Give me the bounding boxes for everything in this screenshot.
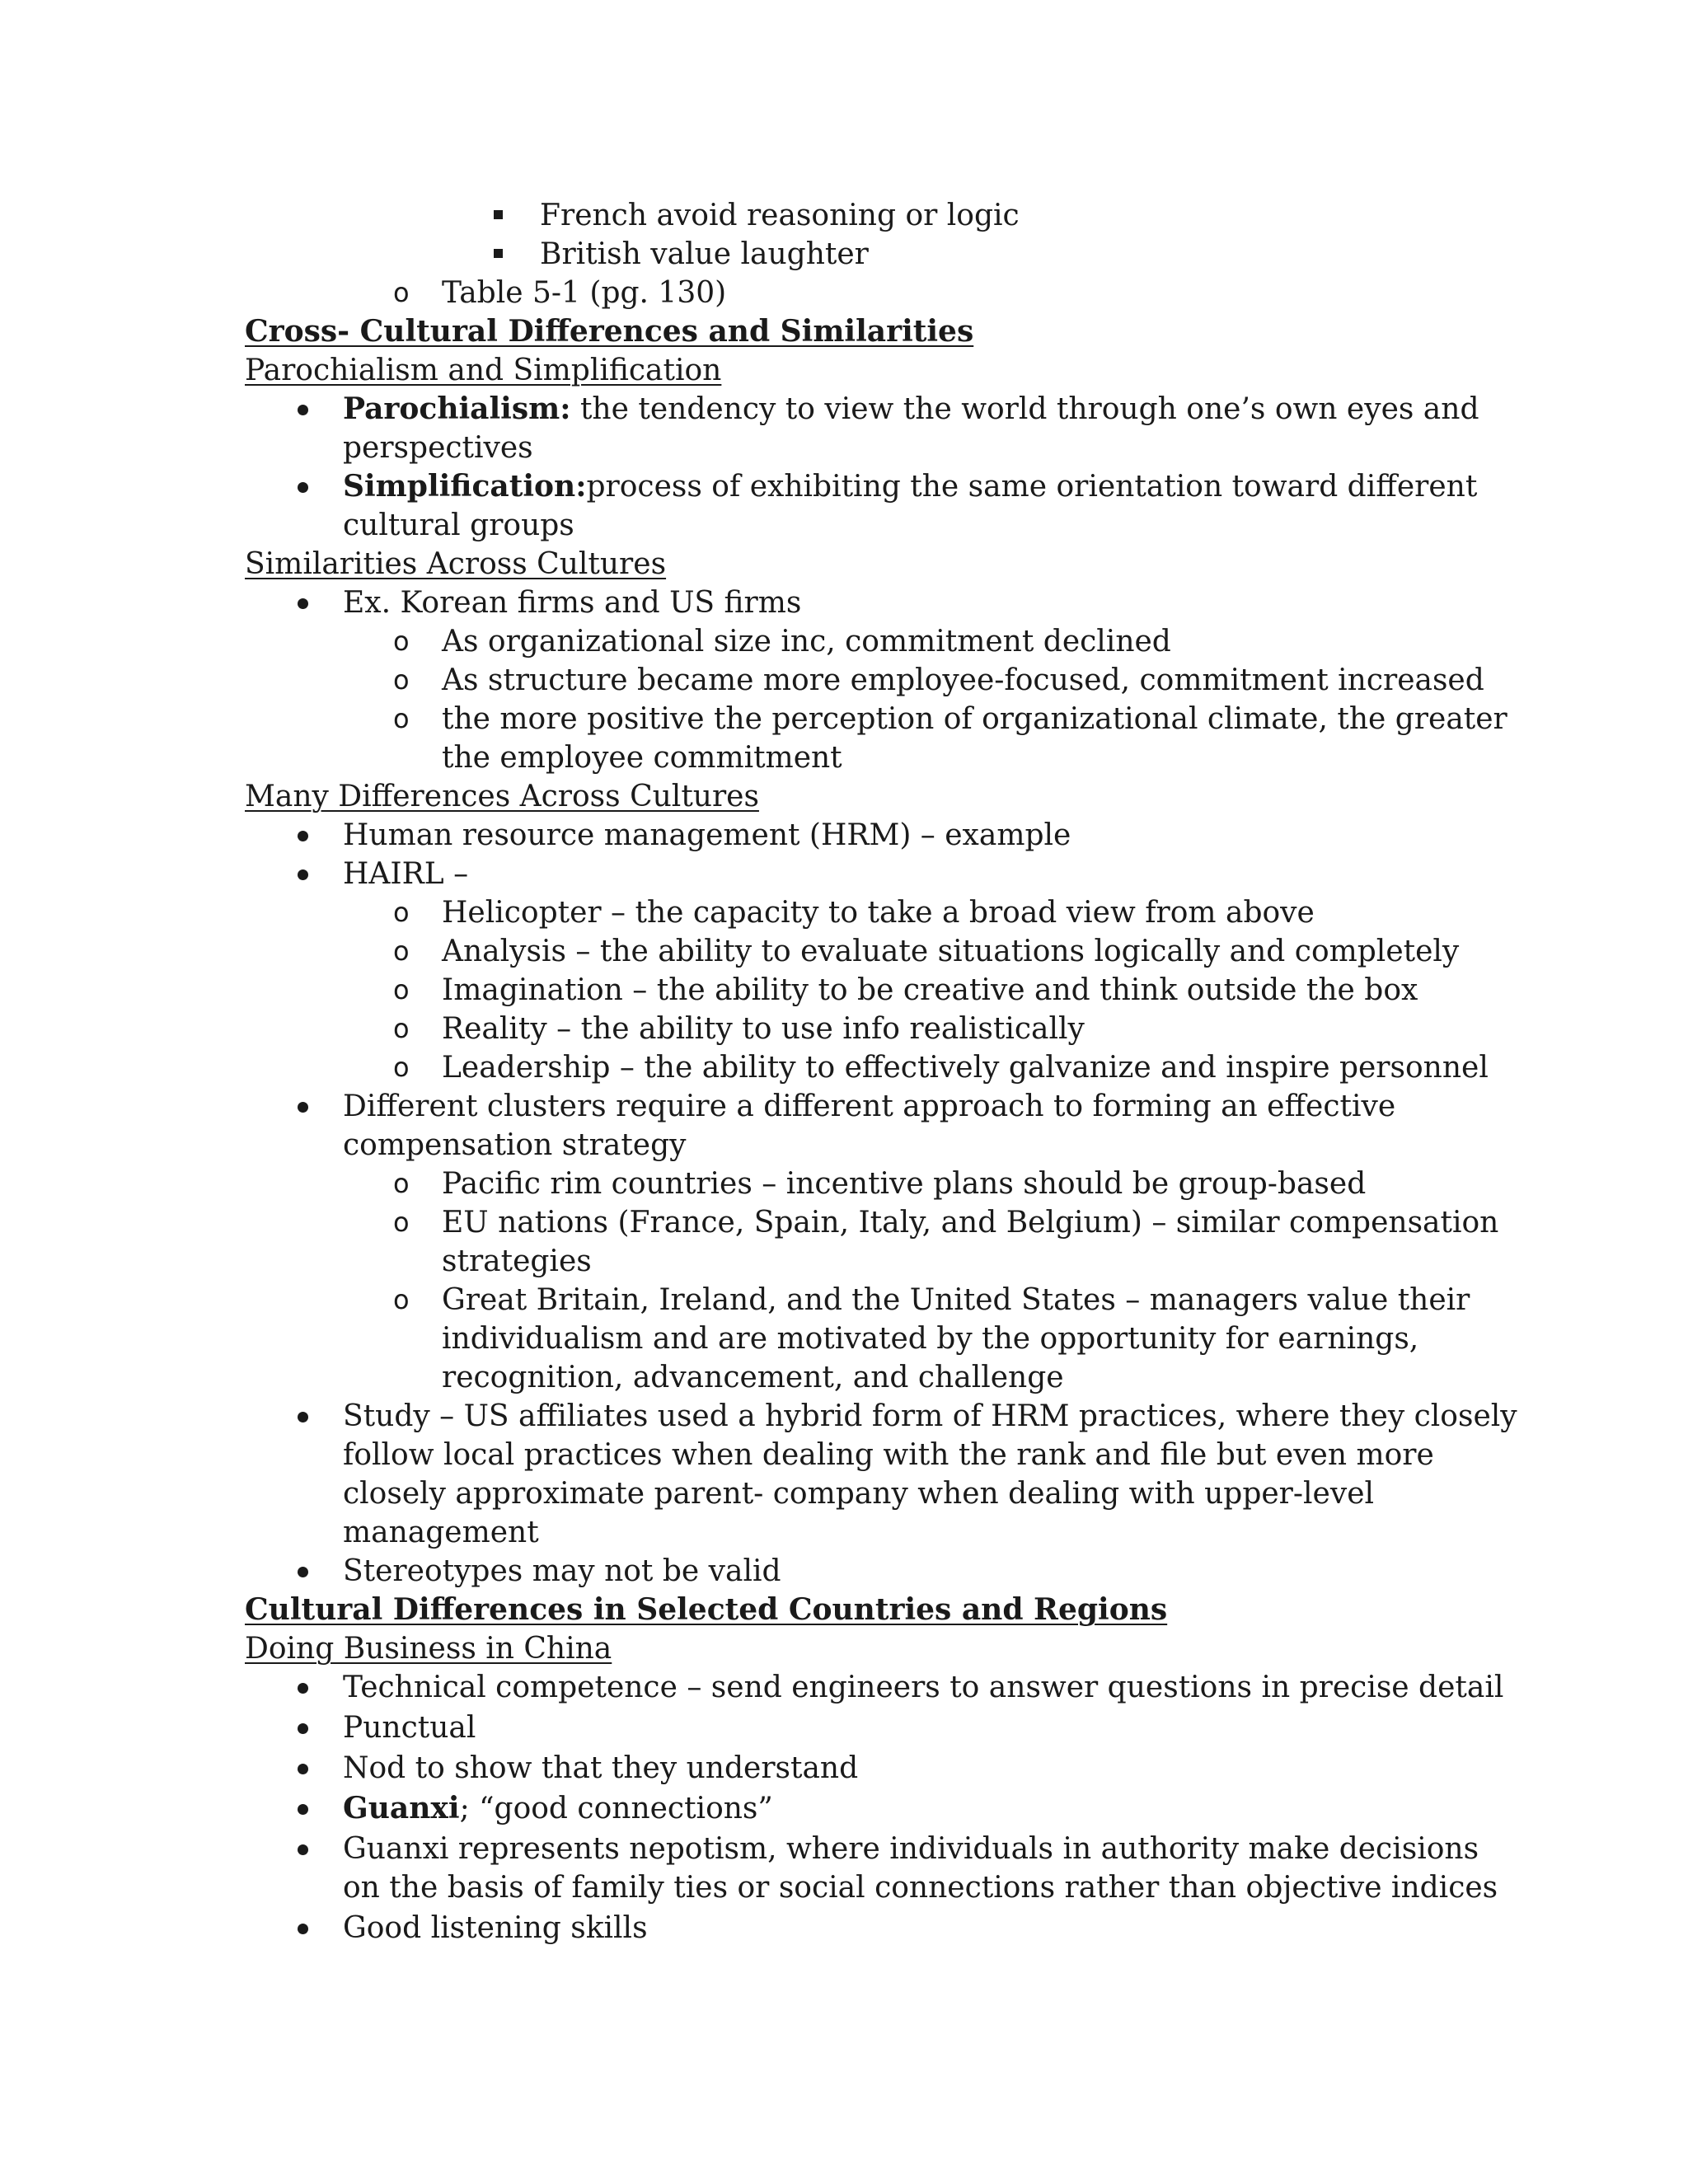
bullet-icon	[298, 598, 308, 609]
circle-bullet-icon: o	[393, 277, 410, 308]
bullet-icon	[298, 1723, 308, 1734]
list-item: Helicopter – the capacity to take a broad view from above	[442, 896, 1315, 930]
list-item: Reality – the ability to use info realistically	[442, 1012, 1085, 1046]
circle-bullet-icon: o	[393, 1013, 410, 1044]
bullet-icon	[298, 1924, 308, 1934]
term: Guanxi	[343, 1791, 460, 1825]
list-item-continuation: management	[343, 1516, 539, 1549]
list-item: Stereotypes may not be valid	[343, 1554, 781, 1588]
circle-bullet-icon: o	[393, 1207, 410, 1238]
list-item: Technical competence – send engineers to answer questions in precise detail	[343, 1671, 1504, 1704]
subheading: Similarities Across Cultures	[245, 547, 667, 581]
bullet-icon	[298, 831, 308, 841]
list-item-continuation: recognition, advancement, and challenge	[442, 1361, 1064, 1394]
bullet-icon	[298, 1102, 308, 1113]
list-item: Table 5-1 (pg. 130)	[442, 276, 727, 310]
list-item: the more positive the perception of organizational climate, the greater	[442, 702, 1507, 736]
subheading: Doing Business in China	[245, 1632, 612, 1666]
list-item: Human resource management (HRM) – example	[343, 818, 1071, 852]
bullet-icon	[298, 1804, 308, 1815]
term: Parochialism:	[343, 391, 571, 426]
list-item: Guanxi represents nepotism, where individuals in authority make decisions	[343, 1832, 1479, 1866]
list-item: As organizational size inc, commitment declined	[442, 625, 1171, 658]
list-item: As structure became more employee-focused, commitment increased	[442, 663, 1484, 697]
list-item: Nod to show that they understand	[343, 1751, 859, 1785]
list-item-continuation: on the basis of family ties or social connections rather than objective indices	[343, 1871, 1498, 1905]
circle-bullet-icon: o	[393, 1284, 410, 1315]
list-item: Punctual	[343, 1711, 476, 1745]
list-item: Study – US affiliates used a hybrid form of HRM practices, where they closely	[343, 1399, 1517, 1433]
circle-bullet-icon: o	[393, 703, 410, 734]
section-heading: Cross- Cultural Differences and Similarities	[245, 314, 974, 349]
bullet-icon	[298, 1683, 308, 1694]
circle-bullet-icon: o	[393, 626, 410, 657]
circle-bullet-icon: o	[393, 1052, 410, 1083]
list-item: Analysis – the ability to evaluate situations logically and completely	[442, 935, 1460, 968]
list-item-continuation: individualism and are motivated by the opportunity for earnings,	[442, 1322, 1419, 1356]
bullet-icon	[298, 1844, 308, 1855]
circle-bullet-icon: o	[393, 664, 410, 696]
list-item: French avoid reasoning or logic	[540, 199, 1020, 232]
definition: process of exhibiting the same orientation toward different	[586, 470, 1478, 504]
bullet-icon	[298, 482, 308, 493]
list-item	[343, 390, 1479, 429]
circle-bullet-icon: o	[393, 1168, 410, 1199]
list-item-continuation: the employee commitment	[442, 741, 842, 775]
term: Simplification:	[343, 469, 587, 504]
circle-bullet-icon: o	[393, 974, 410, 1005]
subheading: Many Differences Across Cultures	[245, 780, 759, 813]
list-item-continuation: perspectives	[343, 431, 533, 465]
list-item: British value laughter	[540, 237, 869, 271]
square-bullet-icon	[494, 210, 503, 219]
list-item: Imagination – the ability to be creative and think outside the box	[442, 973, 1418, 1007]
definition: ; “good connections”	[459, 1792, 773, 1825]
list-item: Pacific rim countries – incentive plans should be group-based	[442, 1167, 1367, 1201]
list-item: Ex. Korean firms and US firms	[343, 586, 802, 620]
list-item	[343, 467, 1477, 506]
list-item: EU nations (France, Spain, Italy, and Belgium) – similar compensation	[442, 1206, 1499, 1240]
list-item-continuation: closely approximate parent- company when dealing with upper-level	[343, 1477, 1375, 1511]
section-heading: Cultural Differences in Selected Countries and Regions	[245, 1592, 1168, 1627]
circle-bullet-icon: o	[393, 897, 410, 928]
list-item	[343, 1789, 773, 1828]
circle-bullet-icon: o	[393, 935, 410, 967]
list-item: Good listening skills	[343, 1911, 648, 1945]
bullet-icon	[298, 1567, 308, 1577]
list-item-continuation: follow local practices when dealing with the rank and file but even more	[343, 1438, 1434, 1472]
list-item: Different clusters require a different approach to forming an effective	[343, 1090, 1396, 1123]
subheading: Parochialism and Simplification	[245, 354, 722, 387]
list-item: Leadership – the ability to effectively galvanize and inspire personnel	[442, 1051, 1489, 1085]
list-item-continuation: strategies	[442, 1244, 592, 1278]
list-item-continuation: compensation strategy	[343, 1128, 687, 1162]
bullet-icon	[298, 1764, 308, 1774]
definition: the tendency to view the world through one’s own eyes and	[570, 392, 1479, 426]
bullet-icon	[298, 869, 308, 880]
list-item: Great Britain, Ireland, and the United States – managers value their	[442, 1283, 1470, 1317]
list-item-continuation: cultural groups	[343, 509, 574, 542]
list-item: HAIRL –	[343, 857, 469, 891]
square-bullet-icon	[494, 249, 503, 258]
bullet-icon	[298, 1412, 308, 1422]
bullet-icon	[298, 405, 308, 415]
